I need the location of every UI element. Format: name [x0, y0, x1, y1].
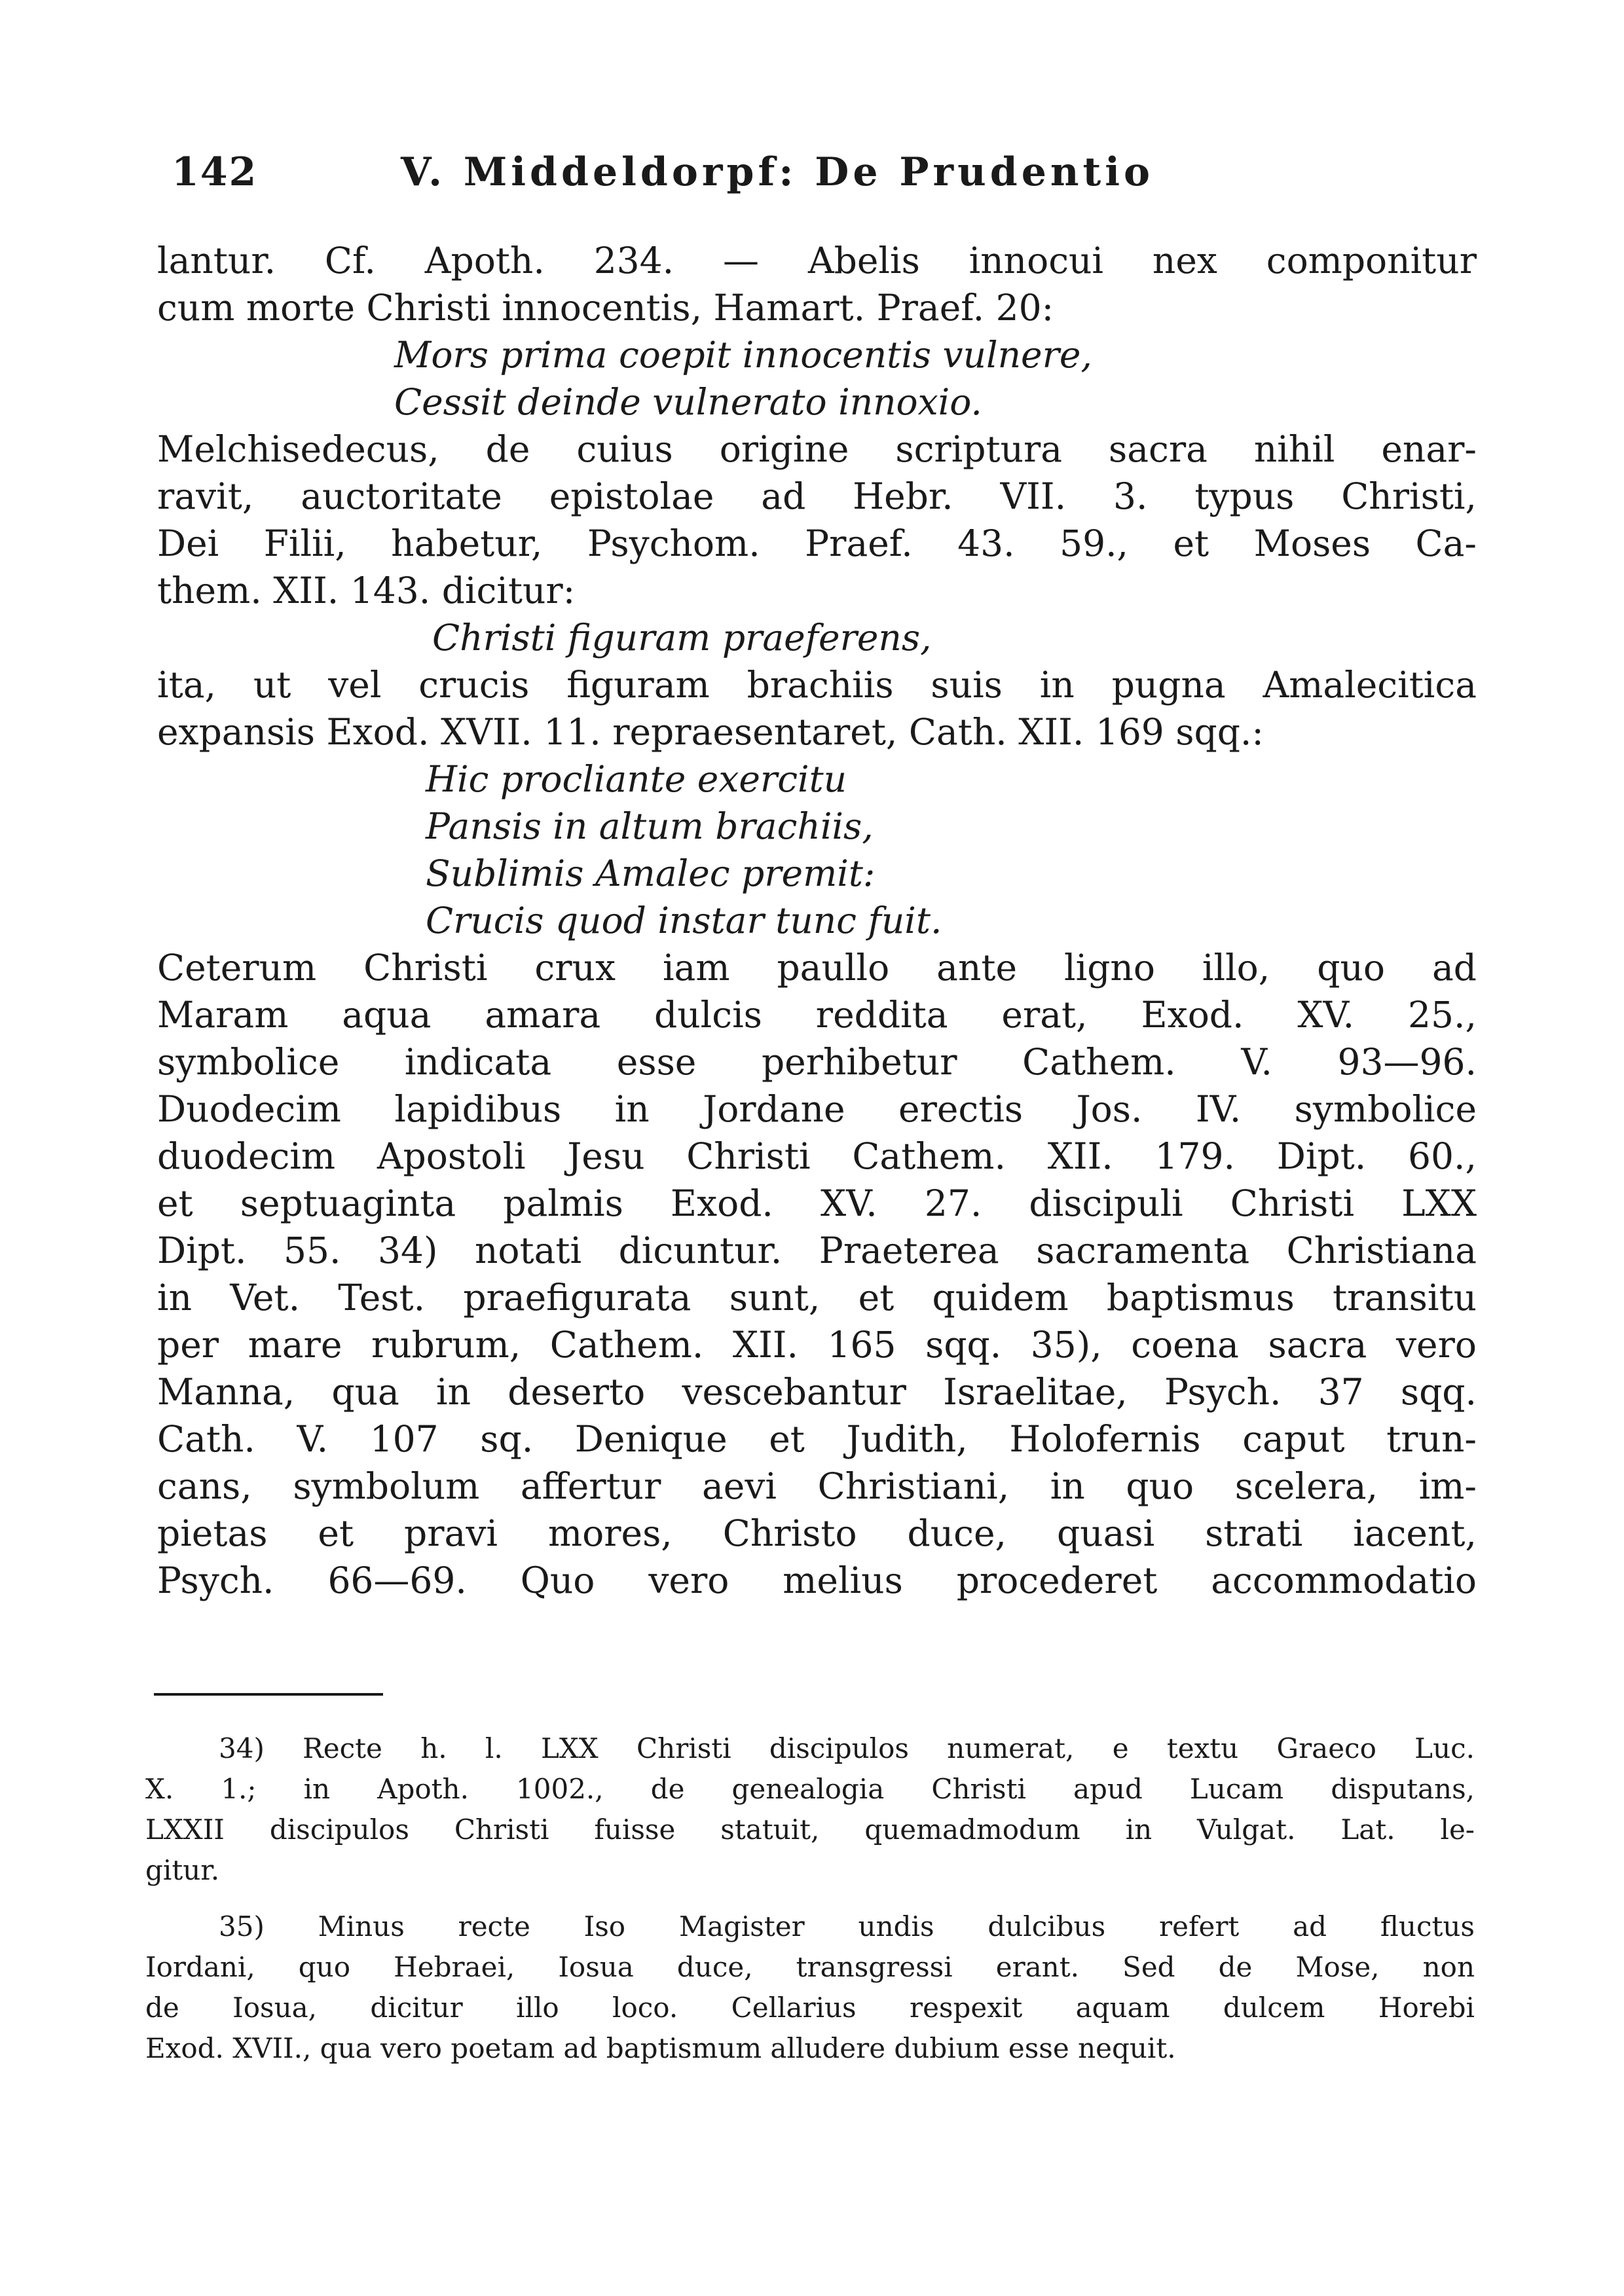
- text-line: ita, ut vel crucis figuram brachiis suis in pugna Amalecitica: [157, 664, 1477, 706]
- text-line: Ceterum Christi crux iam paullo ante ligno illo, quo ad: [157, 947, 1477, 989]
- text-line: et septuaginta palmis Exod. XV. 27. discipuli Christi LXX: [157, 1182, 1477, 1224]
- footnotes: [145, 1728, 1475, 2085]
- text-line: per mare rubrum, Cathem. XII. 165 sqq. 35), coena sacra vero: [157, 1324, 1477, 1366]
- verse-line: Sublimis Amalec premit:: [426, 852, 876, 894]
- text-line: symbolice indicata esse perhibetur Cathem. V. 93—96.: [157, 1041, 1477, 1083]
- text-line: cum morte Christi innocentis, Hamart. Praef. 20:: [157, 287, 1054, 329]
- text-line: Dipt. 55. 34) notati dicuntur. Praeterea sacramenta Christiana: [157, 1230, 1477, 1271]
- text-line: Manna, qua in deserto vescebantur Israelitae, Psych. 37 sqq.: [157, 1371, 1477, 1413]
- page-number: 142: [172, 149, 258, 195]
- text-line: Maram aqua amara dulcis reddita erat, Exod. XV. 25.,: [157, 994, 1477, 1036]
- text-line: cans, symbolum affertur aevi Christiani, in quo scelera, im-: [157, 1465, 1477, 1507]
- verse-line: Mors prima coepit innocentis vulnere,: [394, 334, 1092, 376]
- text-line: Psych. 66—69. Quo vero melius procederet accommodatio: [157, 1559, 1477, 1601]
- running-title: V. Middeldorpf: De Prudentio: [401, 149, 1154, 195]
- text-line: duodecim Apostoli Jesu Christi Cathem. XII. 179. Dipt. 60.,: [157, 1135, 1477, 1177]
- text-line: Dei Filii, habetur, Psychom. Praef. 43. 59., et Moses Ca-: [157, 522, 1477, 564]
- footnote-line: de Iosua, dicitur illo loco. Cellarius respexit aquam dulcem Horebi: [145, 1992, 1475, 2024]
- text-line: in Vet. Test. praefigurata sunt, et quidem baptismus transitu: [157, 1277, 1477, 1319]
- footnote-line: Exod. XVII., qua vero poetam ad baptismum alludere dubium esse nequit.: [145, 2032, 1176, 2064]
- verse-line: Pansis in altum brachiis,: [426, 805, 874, 847]
- footnote-line: X. 1.; in Apoth. 1002., de genealogia Christi apud Lucam disputans,: [145, 1773, 1475, 1805]
- verse-line: Crucis quod instar tunc fuit.: [426, 900, 942, 941]
- footnote-line: LXXII discipulos Christi fuisse statuit, quemadmodum in Vulgat. Lat. le-: [145, 1813, 1475, 1846]
- footnote-line: 35) Minus recte Iso Magister undis dulcibus refert ad fluctus: [219, 1910, 1475, 1942]
- text-line: them. XII. 143. dicitur:: [157, 570, 576, 611]
- verse-line: Hic procliante exercitu: [426, 758, 847, 800]
- text-line: expansis Exod. XVII. 11. repraesentaret, Cath. XII. 169 sqq.:: [157, 711, 1264, 753]
- verse-line: Christi figuram praeferens,: [432, 617, 932, 659]
- text-line: Cath. V. 107 sq. Denique et Judith, Holofernis caput trun-: [157, 1418, 1477, 1460]
- page-header: [172, 149, 1246, 202]
- footnote-35: [145, 1906, 1475, 2069]
- text-line: lantur. Cf. Apoth. 234. — Abelis innocui nex componitur: [157, 240, 1477, 282]
- text-line: pietas et pravi mores, Christo duce, quasi strati iacent,: [157, 1512, 1477, 1554]
- footnote-34: [145, 1728, 1475, 1891]
- footnote-rule: [154, 1693, 383, 1696]
- verse-line: Cessit deinde vulnerato innoxio.: [394, 381, 982, 423]
- footnote-line: gitur.: [145, 1854, 220, 1886]
- text-line: Melchisedecus, de cuius origine scriptura sacra nihil enar-: [157, 428, 1477, 470]
- text-line: Duodecim lapidibus in Jordane erectis Jos. IV. symbolice: [157, 1088, 1477, 1130]
- main-text: [157, 237, 1477, 1604]
- footnote-line: 34) Recte h. l. LXX Christi discipulos numerat, e textu Graeco Luc.: [219, 1732, 1475, 1764]
- footnote-line: Iordani, quo Hebraei, Iosua duce, transgressi erant. Sed de Mose, non: [145, 1951, 1475, 1983]
- text-line: ravit, auctoritate epistolae ad Hebr. VII. 3. typus Christi,: [157, 475, 1477, 517]
